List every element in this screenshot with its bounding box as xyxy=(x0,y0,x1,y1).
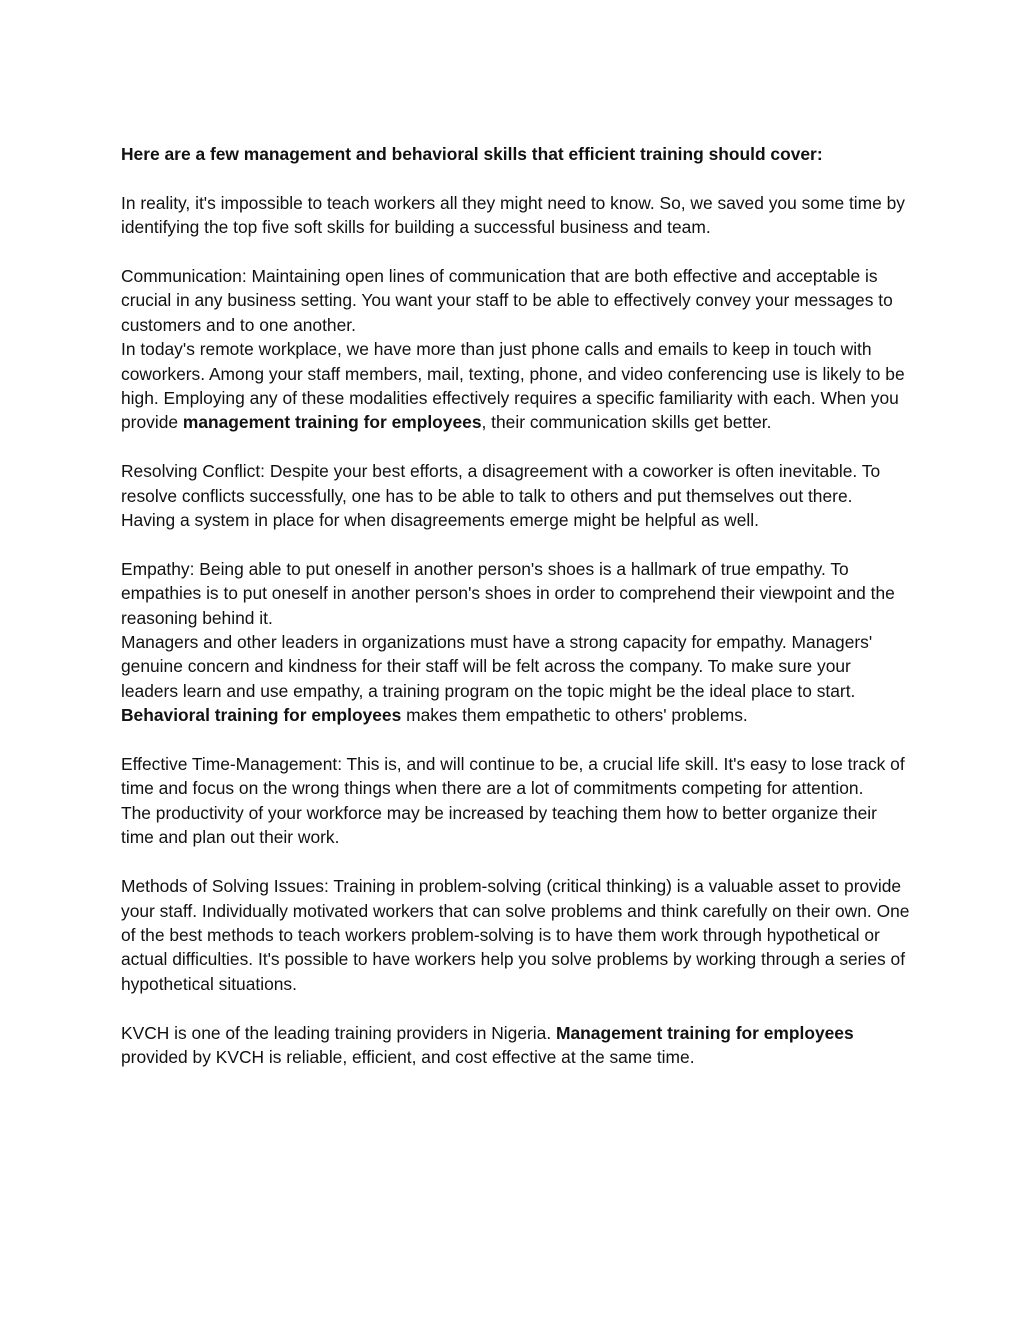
time-management-paragraph-2: The productivity of your workforce may be increased by teaching them how to better organize their time and plan out their work. xyxy=(121,802,877,848)
problem-solving-paragraph: Methods of Solving Issues: Training in problem-solving (critical thinking) is a valuable asset to provide your staff. Individually motivated workers that can solve problems and think carefully on their own. One of the best methods to teach workers problem-solving is to have them work through hypothetical or actual difficulties. It's possible to have workers help you solve problems by working through a series of hypothetical situations. xyxy=(121,876,910,994)
empathy-text-before: Managers and other leaders in organizations must have a strong capacity for empathy. Managers' genuine concern and kindness for their staff will be felt across the company. To make sure your leaders learn and use empathy, a training program on the topic might be the ideal place to start. xyxy=(121,632,873,701)
empathy-bold-phrase: Behavioral training for employees xyxy=(121,705,402,726)
closing-text-after: provided by KVCH is reliable, efficient, and cost effective at the same time. xyxy=(121,1046,695,1067)
time-management-paragraph-1: Effective Time-Management: This is, and will continue to be, a crucial life skill. It's easy to lose track of time and focus on the wrong things when there are a lot of commitments competing for attention. xyxy=(121,754,905,799)
communication-text-before: In today's remote workplace, we have more than just phone calls and emails to keep in touch with coworkers. Among your staff members, mail, texting, phone, and video conferencing use is likely to be high. Employing any of these modalities effectively requires a specific familiarity with each. When you provide xyxy=(121,339,905,433)
communication-text-after: , their communication skills get better. xyxy=(481,412,772,433)
conflict-paragraph: Resolving Conflict: Despite your best efforts, a disagreement with a coworker is often inevitable. To resolve conflicts successfully, one has to be able to talk to others and put themselves out there. Having a system in place for when disagreements emerge might be helpful as well. xyxy=(121,461,881,531)
communication-paragraph-2 xyxy=(121,337,911,435)
closing-paragraph xyxy=(121,1021,911,1070)
communication-bold-phrase: management training for employees xyxy=(182,412,482,433)
document-page xyxy=(121,142,911,1094)
empathy-paragraph-1: Empathy: Being able to put oneself in another person's shoes is a hallmark of true empathy. To empathies is to put oneself in another person's shoes in order to comprehend their viewpoint and the reasoning behind it. xyxy=(121,558,895,628)
communication-paragraph-1: Communication: Maintaining open lines of communication that are both effective and acceptable is crucial in any business setting. You want your staff to be able to effectively convey your messages to customers and to one another. xyxy=(121,266,893,335)
closing-bold-phrase: Management training for employees xyxy=(556,1022,854,1043)
intro-paragraph: In reality, it's impossible to teach workers all they might need to know. So, we saved you some time by identifying the top five soft skills for building a successful business and team. xyxy=(121,192,906,238)
closing-text-before: KVCH is one of the leading training providers in Nigeria. xyxy=(121,1022,556,1043)
empathy-text-after: makes them empathetic to others' problems. xyxy=(401,705,748,726)
empathy-paragraph-2 xyxy=(121,630,911,728)
document-heading: Here are a few management and behavioral skills that efficient training should cover: xyxy=(121,144,823,164)
